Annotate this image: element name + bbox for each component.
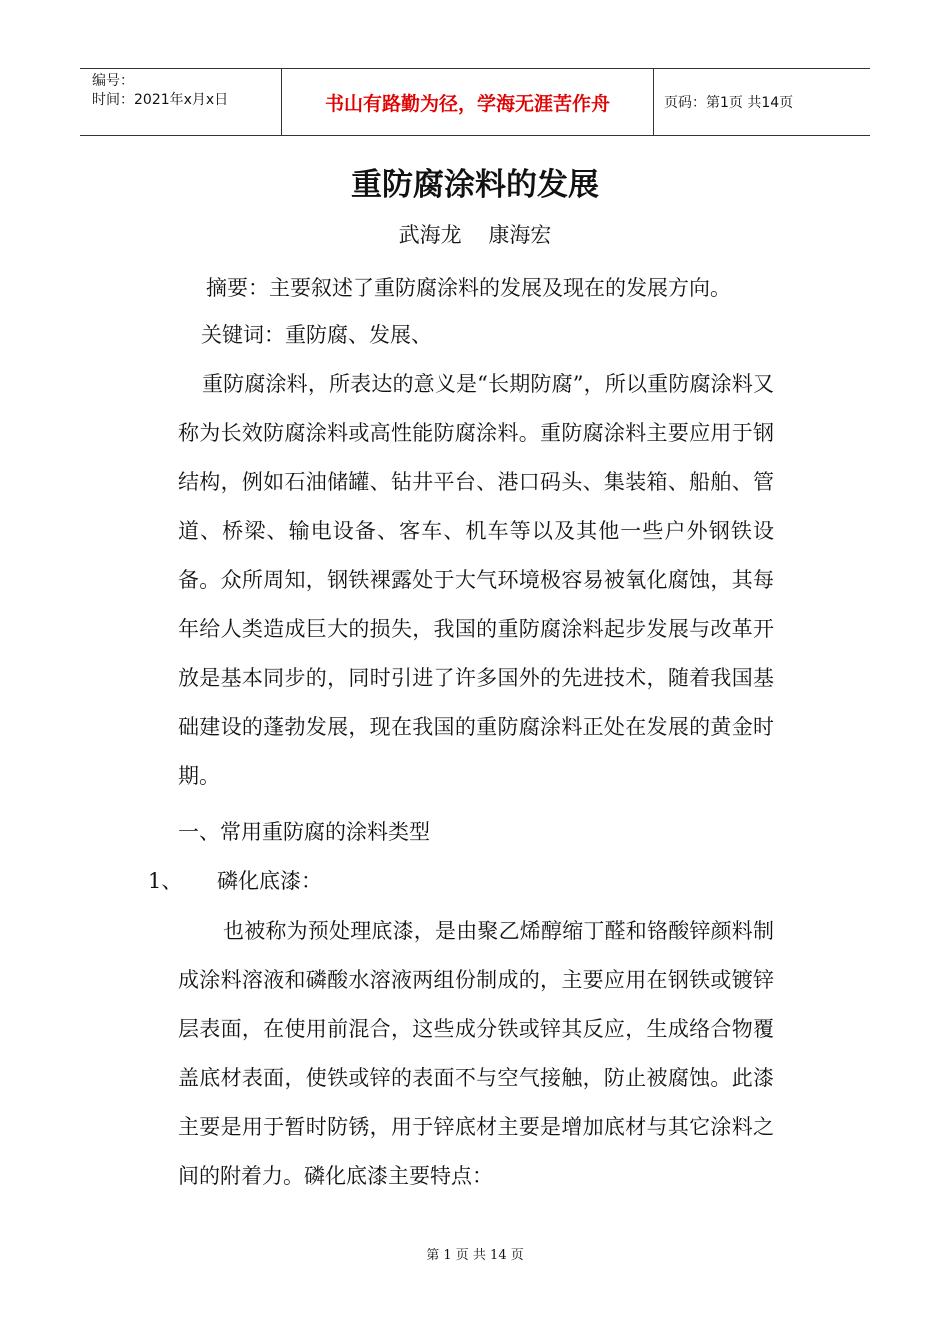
intro-paragraph: 重防腐涂料，所表达的意义是“长期防腐”，所以重防腐涂料又称为长效防腐涂料或高性能防腐涂料。重防腐涂料主要应用于钢结构，例如石油储罐、钻井平台、港口码头、集装箱、船舶、管道、桥梁、输电设备、客车、机车等以及其他一些户外钢铁设备。众所周知，钢铁裸露处于大气环境极容易被氧化腐蚀，其每年给人类造成巨大的损失，我国的重防腐涂料起步发展与改革开放是基本同步的，同时引进了许多国外的先进技术，随着我国基础建设的蓬勃发展，现在我国的重防腐涂料正处在发展的黄金时期。 xyxy=(178,372,774,788)
document-authors: 武海龙 康海宏 xyxy=(398,223,552,247)
section-heading: 一、常用重防腐的涂料类型 xyxy=(178,820,430,844)
keywords-paragraph: 关键词：重防腐、发展、 xyxy=(201,323,432,347)
abstract-paragraph: 摘要：主要叙述了重防腐涂料的发展及现在的发展方向。 xyxy=(206,276,731,300)
document-time-label: 时间：2021年x月x日 xyxy=(92,92,229,108)
list-item-number: 1、 xyxy=(148,869,183,893)
document-title: 重防腐涂料的发展 xyxy=(351,167,599,203)
header-meta-cell xyxy=(80,69,282,135)
page-header xyxy=(80,68,870,136)
page-footer: 第 1 页 共 14 页 xyxy=(426,1248,524,1263)
list-item-title: 磷化底漆： xyxy=(217,869,322,893)
header-page-info: 页码：第1页 共14页 xyxy=(664,95,794,111)
header-motto: 书山有路勤为径，学海无涯苦作舟 xyxy=(282,69,654,135)
document-number-label: 编号： xyxy=(92,73,134,89)
item-paragraph: 也被称为预处理底漆，是由聚乙烯醇缩丁醛和铬酸锌颜料制成涂料溶液和磷酸水溶液两组份制成的，主要应用在钢铁或镀锌层表面，在使用前混合，这些成分铁或锌其反应，生成络合物覆盖底材表面，使铁或锌的表面不与空气接触，防止被腐蚀。此漆主要是用于暂时防锈，用于锌底材主要是增加底材与其它涂料之间的附着力。磷化底漆主要特点： xyxy=(178,919,774,1188)
